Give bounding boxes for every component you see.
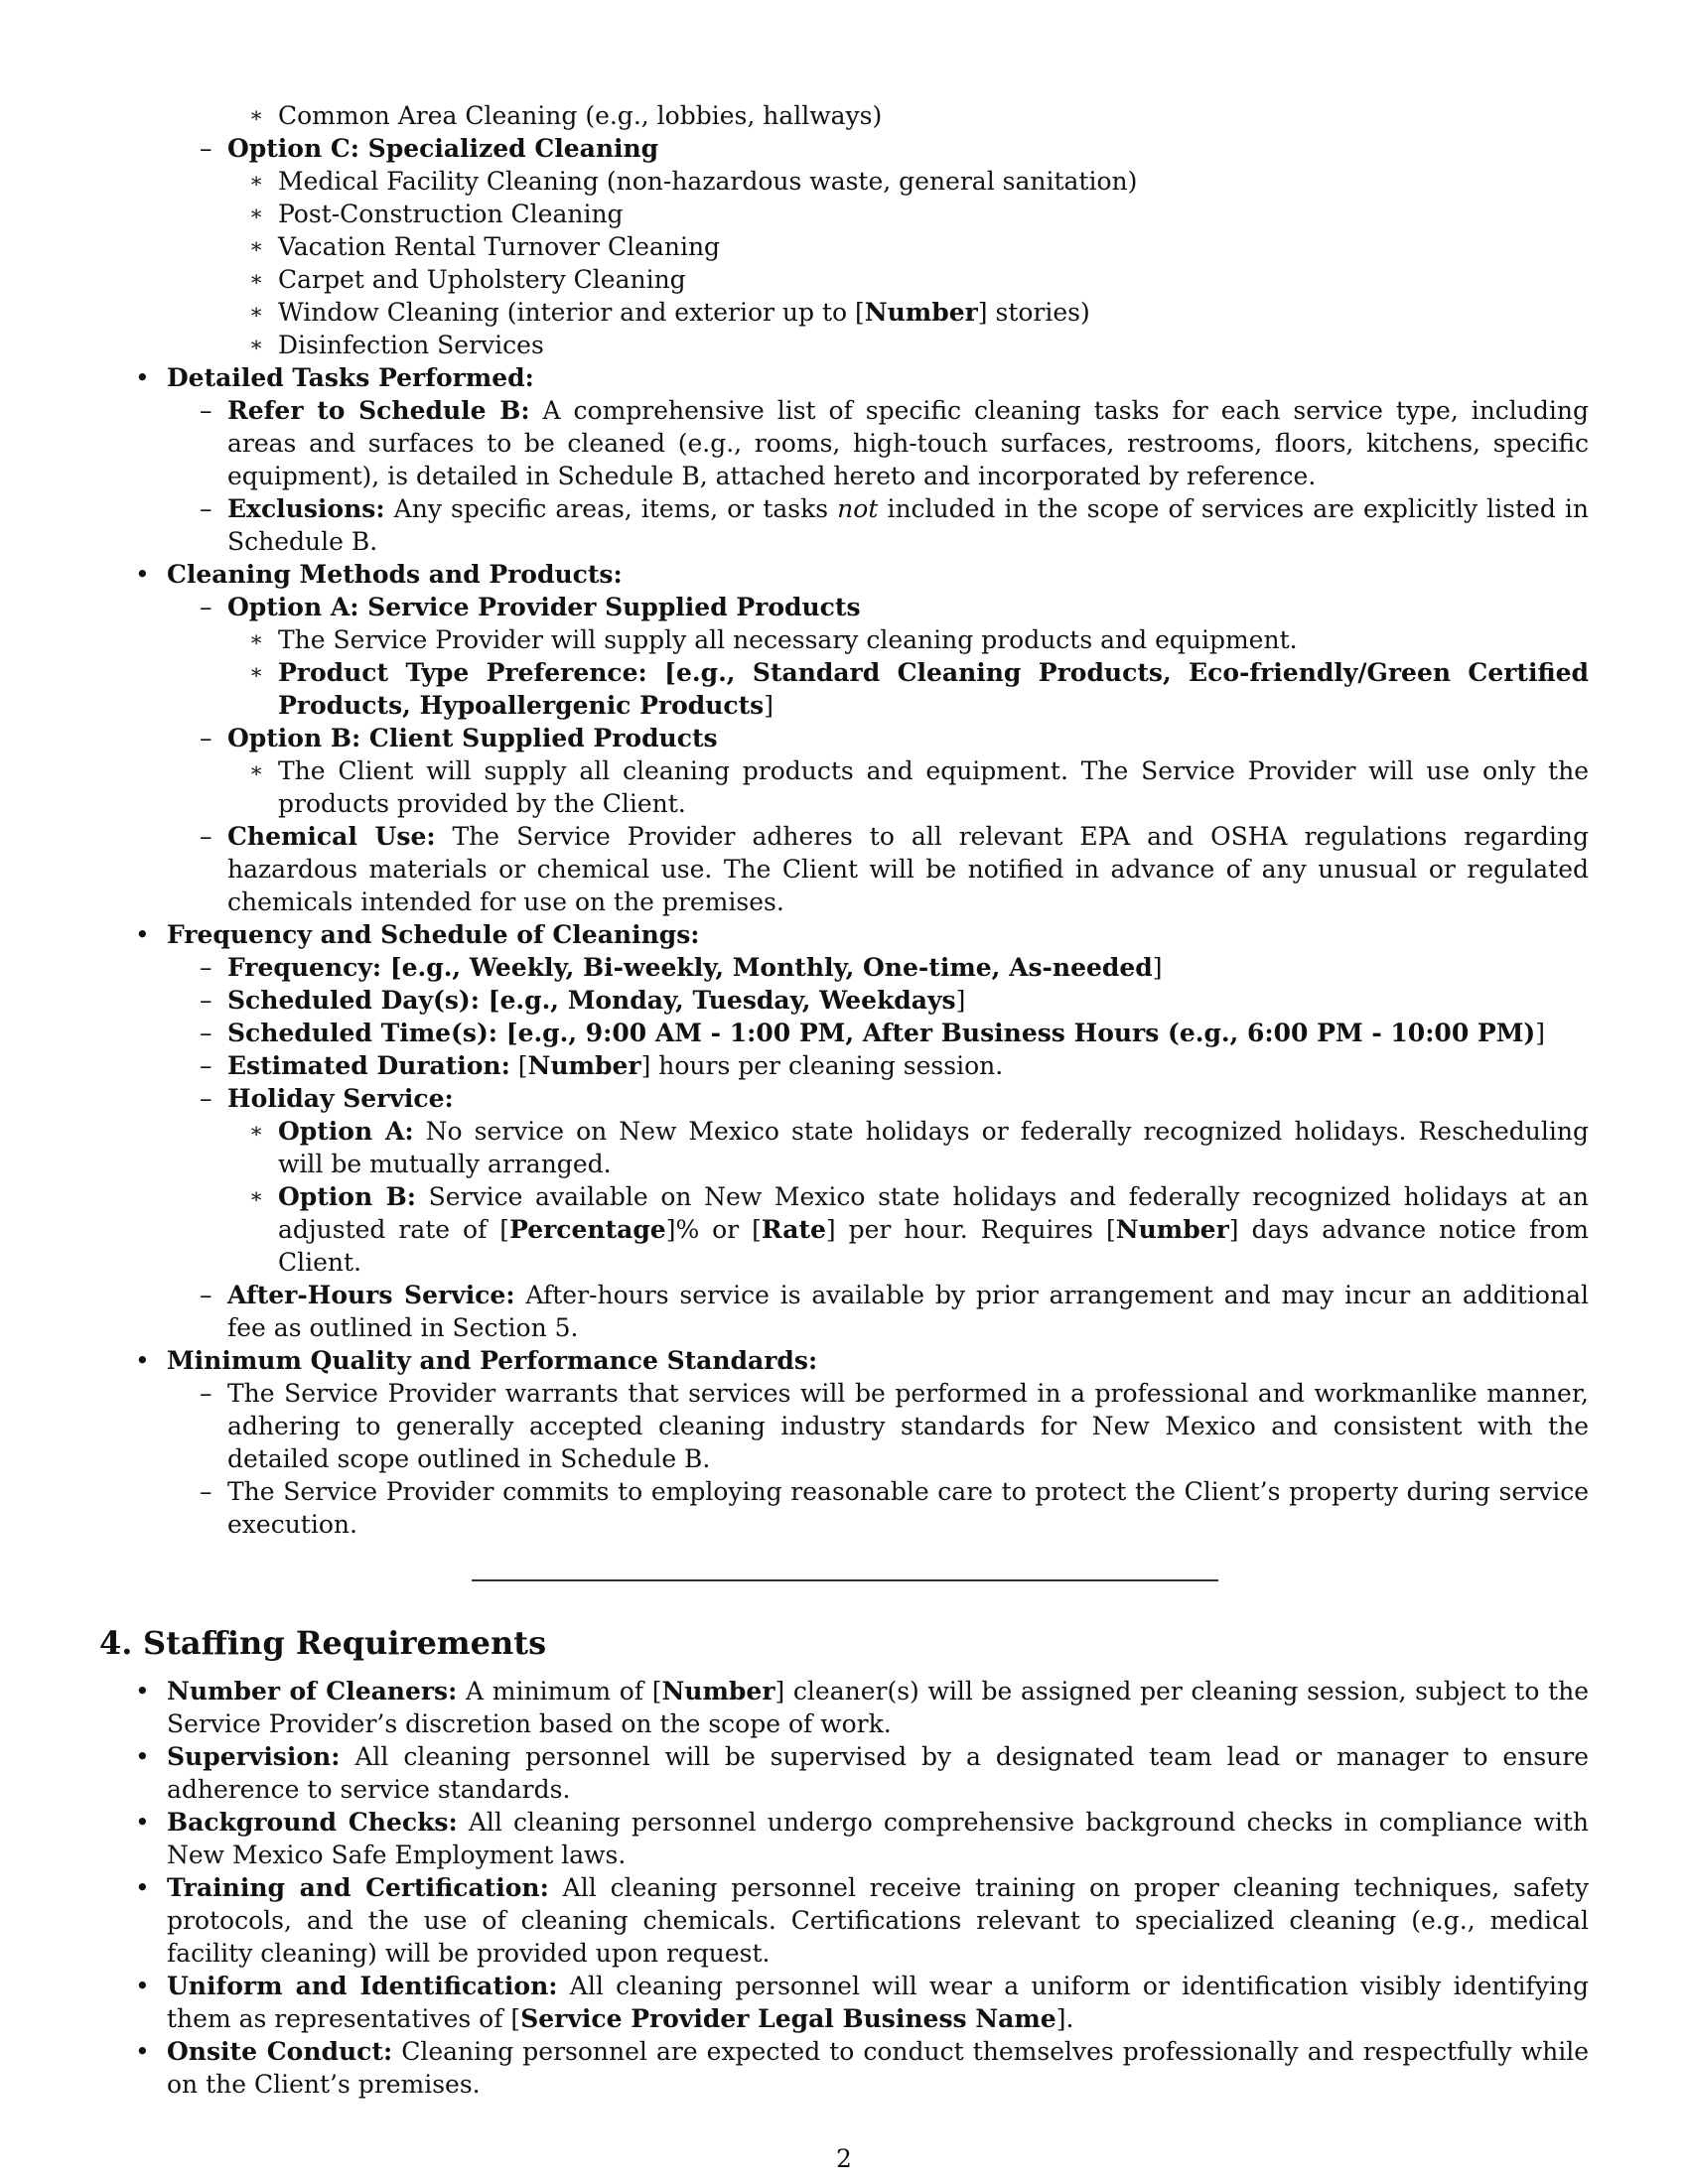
dash-bullet-icon: – [200,396,212,425]
asterisk-bullet-icon: ∗ [249,758,264,782]
dash-bullet-icon: – [200,1281,212,1309]
list-item: – Refer to Schedule B: A comprehensive list of specific cleaning tasks for each service type, including areas and surfaces to be cleaned (e.g., rooms, high-touch surfaces, restrooms, floors, kitchens, specific equipment), is detailed in Schedule B, attached hereto and incorporated by reference. [200,396,1589,490]
asterisk-bullet-icon: ∗ [249,103,264,127]
list-item: ∗ Carpet and Upholstery Cleaning [249,265,686,294]
list-item: – Scheduled Day(s): [e.g., Monday, Tuesday, Weekdays] [200,986,966,1015]
list-item: – The Service Provider commits to employing reasonable care to protect the Client’s property during service execution. [200,1477,1589,1539]
round-bullet-icon: • [135,1808,150,1837]
dash-bullet-icon: – [200,494,212,523]
asterisk-bullet-icon: ∗ [249,333,264,356]
list-item: – The Service Provider warrants that services will be performed in a professional and workmanlike manner, adhering to generally accepted cleaning industry standards for New Mexico and consistent with the detailed scope outlined in Schedule B. [200,1379,1589,1473]
list-item: • Background Checks: All cleaning personnel undergo comprehensive background checks in compliance with New Mexico Safe Employment laws. [135,1808,1589,1869]
round-bullet-icon: • [135,363,150,392]
list-item: ∗ Option A: No service on New Mexico state holidays or federally recognized holidays. Rescheduling will be mutually arranged. [249,1117,1589,1178]
list-item: ∗ Disinfection Services [249,331,544,359]
round-bullet-icon: • [135,1742,150,1771]
list-item: • Number of Cleaners: A minimum of [Number] cleaner(s) will be assigned per cleaning session, subject to the Service Provider’s discretion based on the scope of work. [135,1677,1589,1738]
list-item: ∗ The Service Provider will supply all necessary cleaning products and equipment. [249,625,1298,654]
frequency-heading: • Frequency and Schedule of Cleanings: [135,920,700,949]
list-item: ∗ Option B: Service available on New Mexico state holidays and federally recognized holidays at an adjusted rate of [Percentage]% or [Rate] per hour. Requires [Number] days advance notice from Client. [249,1182,1590,1277]
list-item: – Estimated Duration: [Number] hours per cleaning session. [200,1051,1004,1080]
detailed-tasks-heading: • Detailed Tasks Performed: [135,363,534,392]
option-a-heading: – Option A: Service Provider Supplied Products [200,593,861,621]
asterisk-bullet-icon: ∗ [249,169,264,193]
asterisk-bullet-icon: ∗ [249,234,264,258]
list-item: ∗ Common Area Cleaning (e.g., lobbies, hallways) [249,101,883,130]
section-heading: 4. Staffing Requirements [99,1624,547,1662]
round-bullet-icon: • [135,2037,150,2066]
list-item: – Frequency: [e.g., Weekly, Bi-weekly, Monthly, One-time, As-needed] [200,953,1163,982]
option-c-heading: – Option C: Specialized Cleaning [200,134,659,163]
dash-bullet-icon: – [200,1084,212,1113]
round-bullet-icon: • [135,1346,150,1375]
asterisk-bullet-icon: ∗ [249,267,264,291]
dash-bullet-icon: – [200,1051,212,1080]
quality-heading: • Minimum Quality and Performance Standards: [135,1346,818,1375]
list-item: – Scheduled Time(s): [e.g., 9:00 AM - 1:00 PM, After Business Hours (e.g., 6:00 PM - 10:00 PM)] [200,1019,1545,1047]
holiday-heading: – Holiday Service: [200,1084,454,1113]
list-item: ∗ The Client will supply all cleaning products and equipment. The Service Provider will use only the products provided by the Client. [249,756,1589,818]
asterisk-bullet-icon: ∗ [249,627,264,651]
page-content [99,99,1589,2101]
list-item: ∗ Medical Facility Cleaning (non-hazardous waste, general sanitation) [249,167,1138,196]
list-item: • Onsite Conduct: Cleaning personnel are expected to conduct themselves professionally and respectfully while on the Client’s premises. [135,2037,1589,2099]
list-item: • Uniform and Identification: All cleaning personnel will wear a uniform or identification visibly identifying them as representatives of [Service Provider Legal Business Name]. [135,1972,1589,2033]
list-item: ∗ Post-Construction Cleaning [249,200,624,228]
option-b-heading: – Option B: Client Supplied Products [200,724,718,752]
list-item: • Training and Certification: All cleaning personnel receive training on proper cleaning techniques, safety protocols, and the use of cleaning chemicals. Certifications relevant to specialized cleaning (e.g., medical facility cleaning) will be provided upon request. [135,1873,1589,1968]
list-item: ∗ Product Type Preference: [e.g., Standard Cleaning Products, Eco-friendly/Green Certified Products, Hypoallergenic Products] [249,658,1589,720]
list-item: – Chemical Use: The Service Provider adheres to all relevant EPA and OSHA regulations regarding hazardous materials or chemical use. The Client will be notified in advance of any unusual or regulated chemicals intended for use on the premises. [200,822,1590,916]
dash-bullet-icon: – [200,1019,212,1047]
dash-bullet-icon: – [200,134,212,163]
round-bullet-icon: • [135,1972,150,2000]
list-item: ∗ Window Cleaning (interior and exterior up to [Number] stories) [249,298,1090,327]
asterisk-bullet-icon: ∗ [249,660,264,684]
asterisk-bullet-icon: ∗ [249,300,264,324]
round-bullet-icon: • [135,920,150,949]
asterisk-bullet-icon: ∗ [249,202,264,225]
asterisk-bullet-icon: ∗ [249,1119,264,1143]
list-item: – After-Hours Service: After-hours service is available by prior arrangement and may incur an additional fee as outlined in Section 5. [200,1281,1589,1342]
dash-bullet-icon: – [200,953,212,982]
round-bullet-icon: • [135,560,150,589]
round-bullet-icon: • [135,1873,150,1902]
list-item: • Supervision: All cleaning personnel will be supervised by a designated team lead or manager to ensure adherence to service standards. [135,1742,1589,1804]
round-bullet-icon: • [135,1677,150,1706]
list-item: ∗ Vacation Rental Turnover Cleaning [249,232,721,261]
dash-bullet-icon: – [200,822,212,851]
dash-bullet-icon: – [200,986,212,1015]
page-number: 2 [836,2144,852,2173]
dash-bullet-icon: – [200,724,212,752]
asterisk-bullet-icon: ∗ [249,1184,264,1208]
methods-heading: • Cleaning Methods and Products: [135,560,623,589]
dash-bullet-icon: – [200,1477,212,1506]
list-item: – Exclusions: Any specific areas, items, or tasks not included in the scope of services are explicitly listed in Schedule B. [200,494,1589,556]
dash-bullet-icon: – [200,593,212,621]
horizontal-divider [472,1579,1218,1581]
dash-bullet-icon: – [200,1379,212,1408]
